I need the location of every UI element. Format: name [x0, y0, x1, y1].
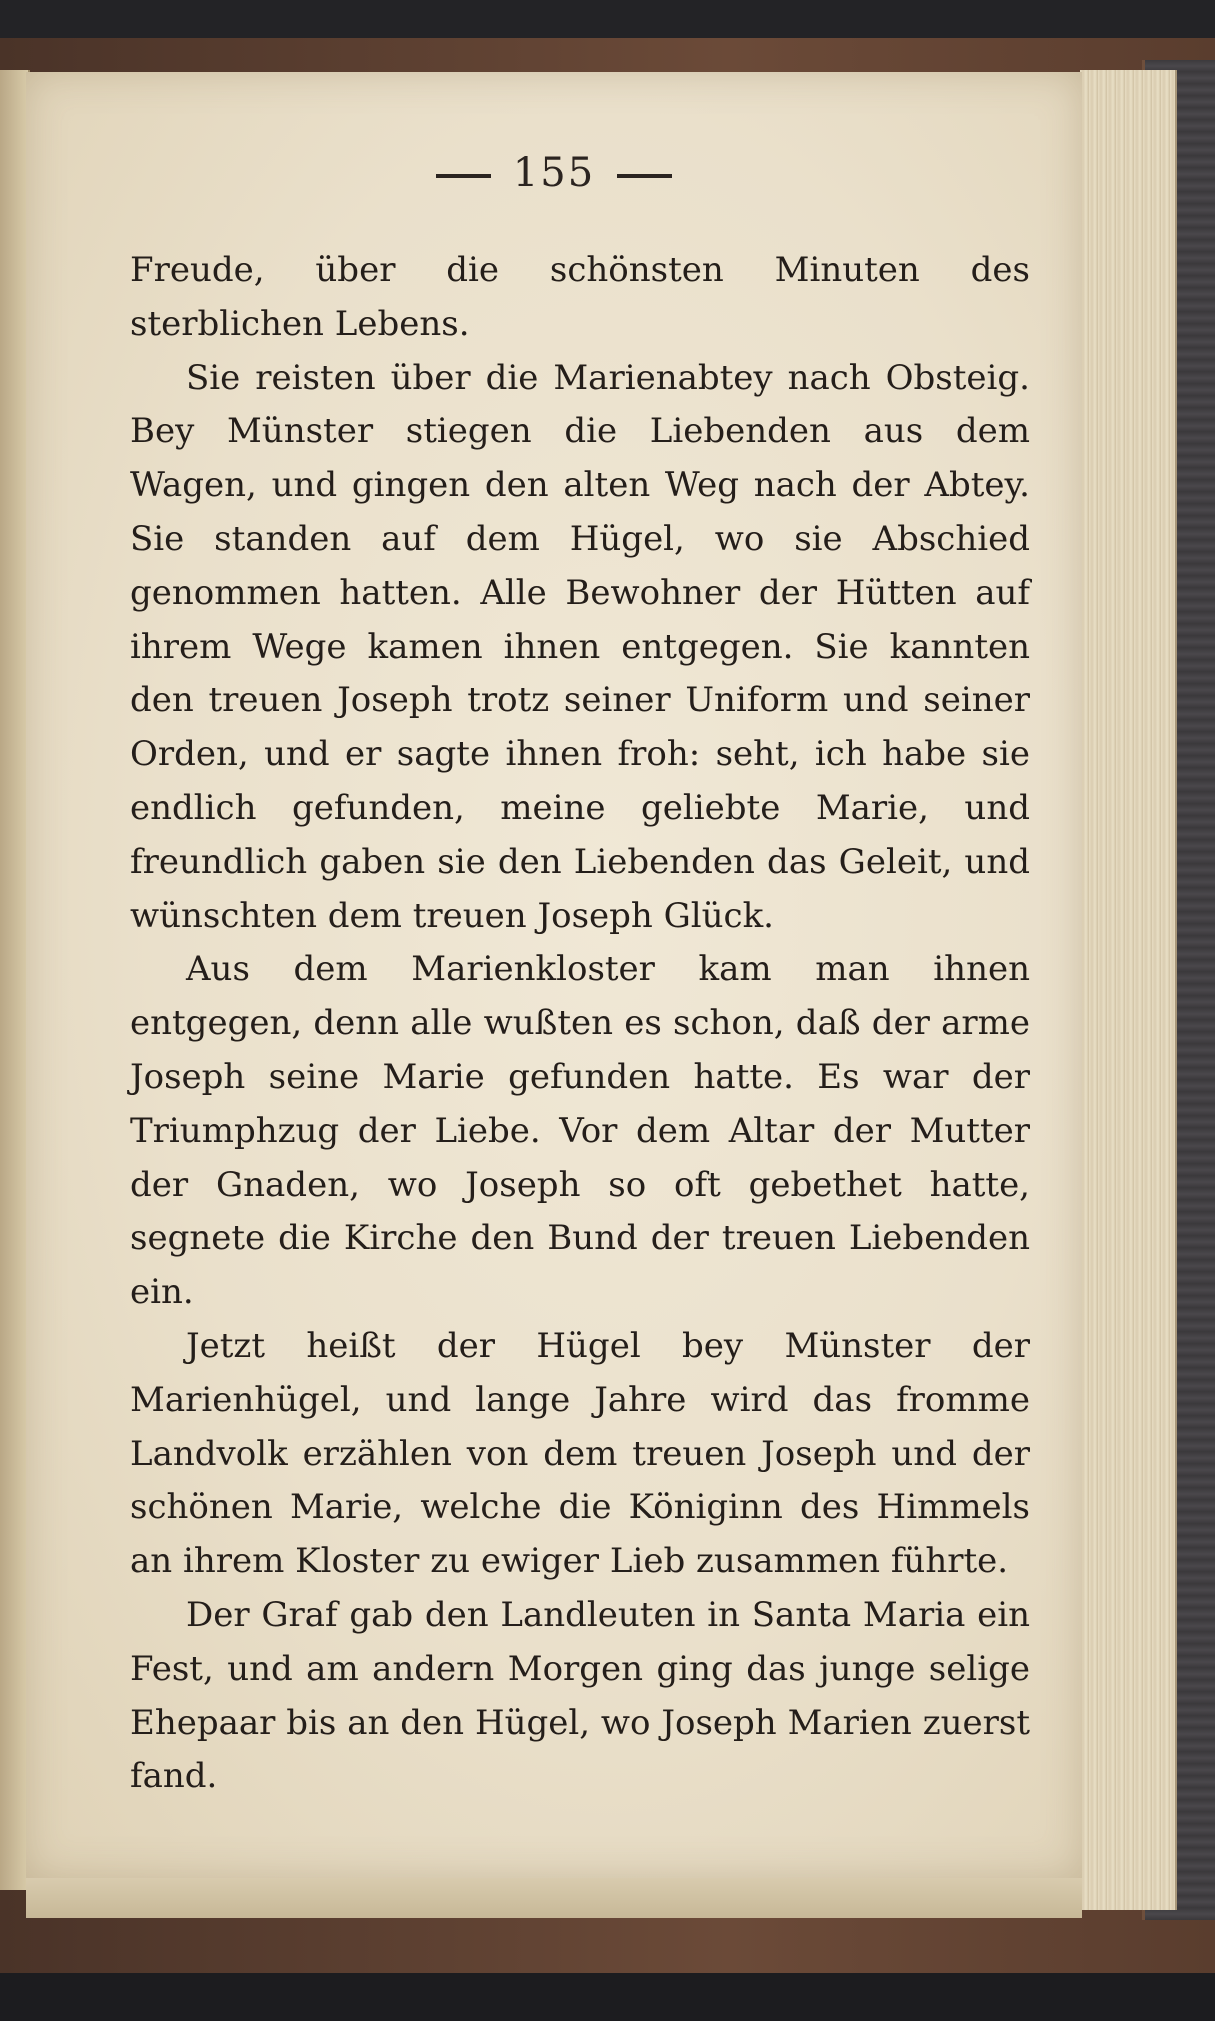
page-number: 155 — [512, 150, 596, 196]
body-text — [130, 244, 1030, 1804]
page-bottom-edge — [26, 1878, 1082, 1918]
paragraph-2: Sie reisten über die Marienabtey nach Obsteig. Bey Münster stiegen die Liebenden aus dem Wagen, und gingen den alten Weg nach der Abtey. Sie standen auf dem Hügel, wo sie Abschied genommen hatten. Alle Bewohner der Hütten auf ihrem Wege kamen ihnen entgegen. Sie kannten den treuen Joseph trotz seiner Uniform und seiner Orden, und er sagte ihnen froh: seht, ich habe sie endlich gefunden, meine geliebte Marie, und freundlich gaben sie den Liebenden das Geleit, und wünschten dem treuen Joseph Glück. — [130, 357, 1030, 936]
book-page — [26, 72, 1082, 1878]
page-number-line — [26, 150, 1082, 196]
right-dash — [617, 174, 672, 178]
paragraph-1: Freude, über die schönsten Minuten des sterblichen Lebens. — [130, 250, 1030, 344]
paragraph-4: Jetzt heißt der Hügel bey Münster der Marienhügel, und lange Jahre wird das fromme Landvolk erzählen von dem treuen Joseph und der schönen Marie, welche die Königinn des Himmels an ihrem Kloster zu ewiger Lieb zusammen führte. — [130, 1325, 1030, 1582]
page-stack-edge — [1080, 70, 1177, 1910]
paragraph-5: Der Graf gab den Landleuten in Santa Maria ein Fest, und am andern Morgen ging das junge selige Ehepaar bis an den Hügel, wo Joseph Marien zuerst fand. — [130, 1594, 1030, 1797]
paragraph-3: Aus dem Marienkloster kam man ihnen entgegen, denn alle wußten es schon, daß der arme Joseph seine Marie gefunden hatte. Es war der Triumphzug der Liebe. Vor dem Altar der Mutter der Gnaden, wo Joseph so oft gebethet hatte, segnete die Kirche den Bund der treuen Liebenden ein. — [130, 949, 1030, 1313]
left-dash — [436, 174, 491, 178]
